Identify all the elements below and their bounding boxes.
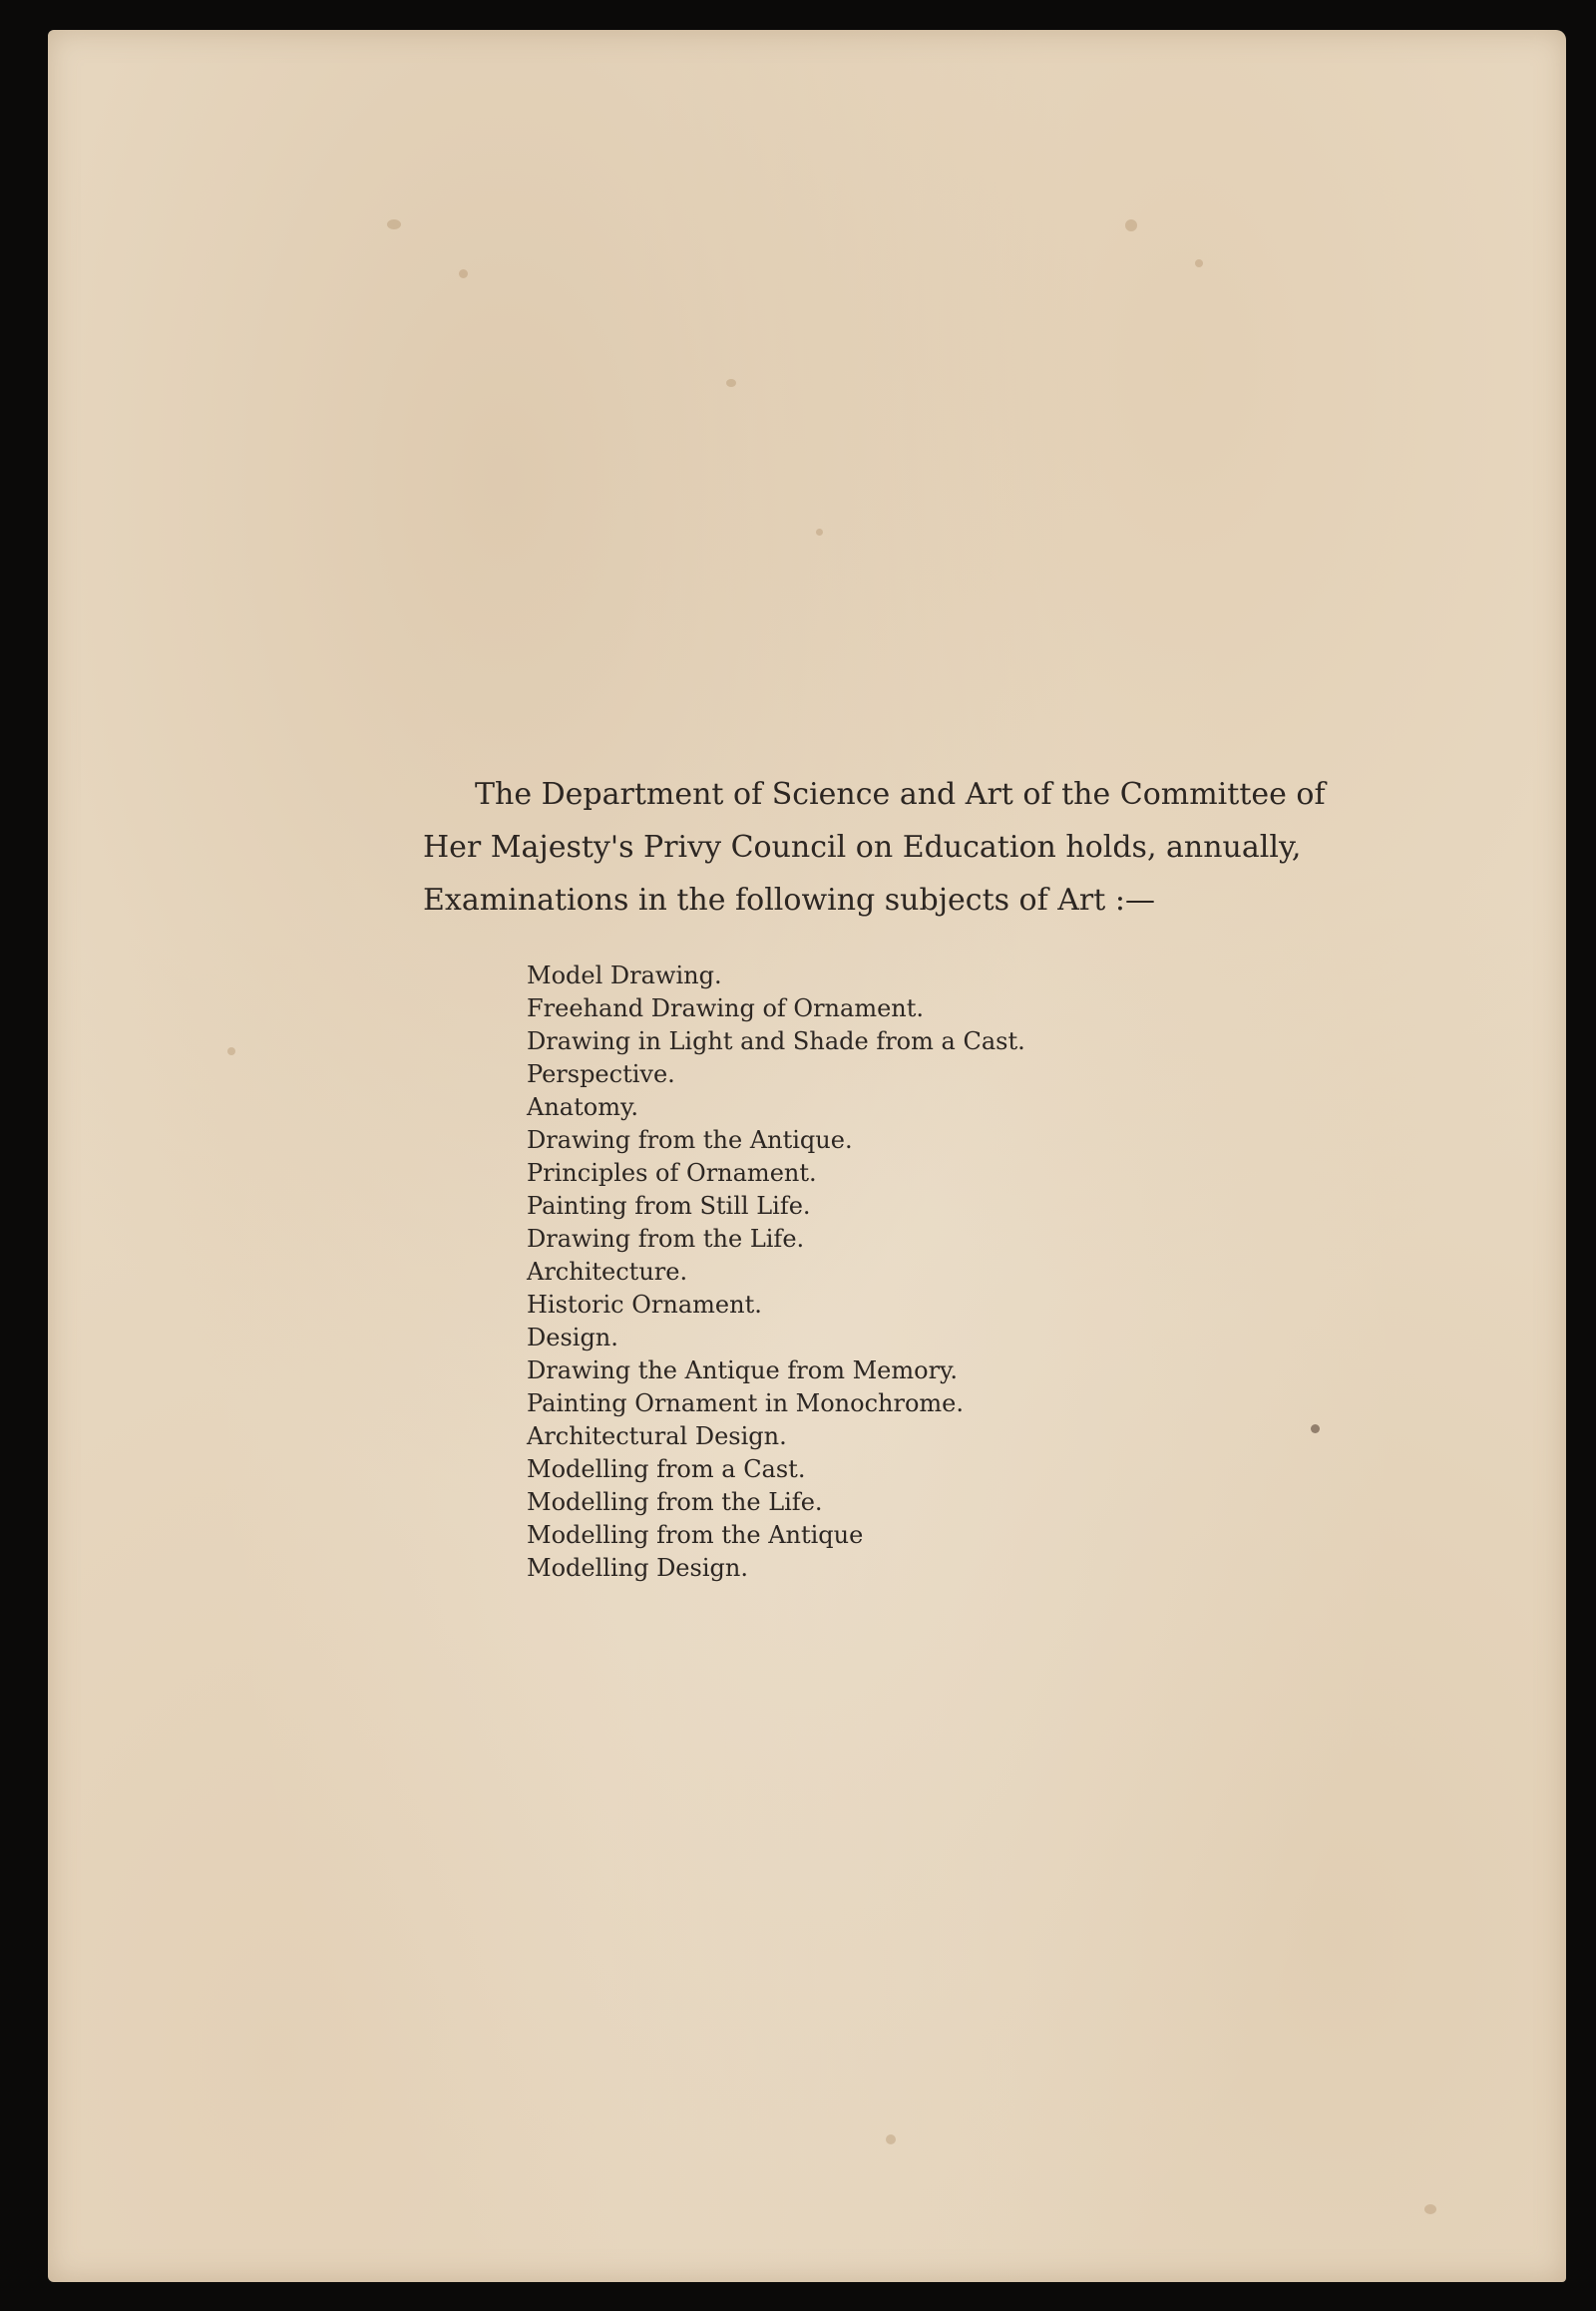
subject-item: Perspective. — [527, 1060, 675, 1088]
subjects-list — [527, 960, 1025, 1585]
subject-item: Modelling from the Life. — [527, 1488, 823, 1516]
subject-item: Modelling Design. — [527, 1554, 748, 1582]
subject-item: Model Drawing. — [527, 962, 722, 989]
intro-paragraph — [423, 768, 1326, 927]
subject-item: Historic Ornament. — [527, 1291, 762, 1319]
subject-item: Anatomy. — [527, 1093, 638, 1121]
subject-item: Drawing from the Life. — [527, 1225, 805, 1253]
document-page — [48, 30, 1566, 2282]
subject-item: Modelling from the Antique — [527, 1521, 864, 1549]
subject-item: Drawing the Antique from Memory. — [527, 1356, 959, 1384]
subject-item: Architectural Design. — [527, 1422, 787, 1450]
intro-line: The Department of Science and Art of the Committee of — [475, 777, 1326, 812]
subject-item: Design. — [527, 1324, 618, 1351]
subject-item: Freehand Drawing of Ornament. — [527, 994, 925, 1022]
intro-line: Her Majesty's Privy Council on Education holds, annually, — [423, 830, 1302, 865]
subject-item: Painting from Still Life. — [527, 1192, 811, 1220]
subject-item: Drawing from the Antique. — [527, 1126, 853, 1154]
subject-item: Modelling from a Cast. — [527, 1455, 806, 1483]
subject-item: Drawing in Light and Shade from a Cast. — [527, 1027, 1025, 1055]
subject-item: Painting Ornament in Monochrome. — [527, 1389, 964, 1417]
subject-item: Architecture. — [527, 1258, 688, 1286]
subject-item: Principles of Ornament. — [527, 1159, 817, 1187]
intro-line: Examinations in the following subjects of Art :— — [423, 883, 1155, 918]
